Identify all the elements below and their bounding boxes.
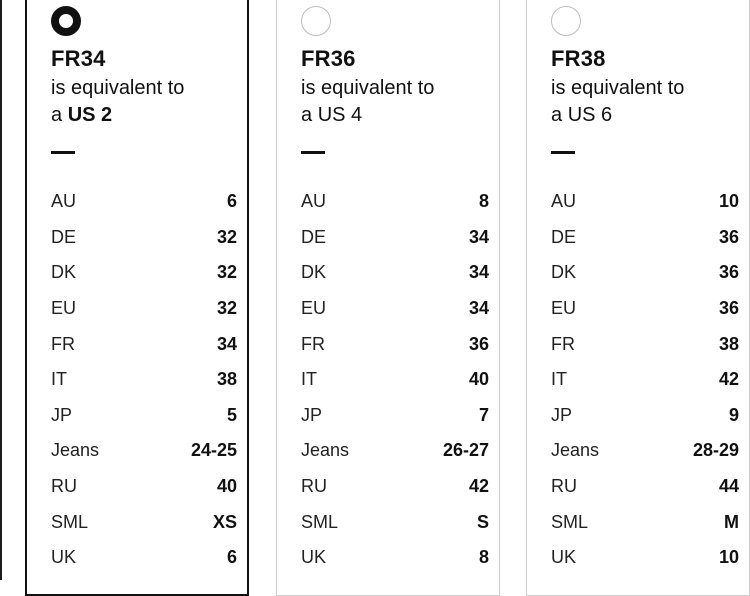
us-prefix: a	[301, 104, 313, 126]
region-label: DE	[51, 226, 77, 247]
dash-divider	[51, 151, 75, 154]
conversion-row	[51, 504, 237, 540]
region-label: IT	[551, 369, 567, 390]
us-equivalent	[51, 104, 112, 127]
conversion-row	[551, 362, 739, 398]
region-value: 9	[728, 404, 739, 425]
region-label: AU	[551, 191, 577, 212]
region-value: 44	[718, 476, 739, 497]
size-title: FR34	[51, 46, 106, 71]
region-label: SML	[51, 511, 89, 532]
us-size: US 2	[67, 104, 113, 126]
region-label: IT	[301, 369, 317, 390]
previous-card-edge	[0, 0, 2, 580]
region-label: FR	[551, 333, 575, 354]
region-label: RU	[551, 476, 577, 497]
region-value: 38	[718, 333, 739, 354]
us-size: US 4	[317, 104, 363, 126]
region-value: 6	[226, 547, 237, 568]
region-value: 26-27	[442, 440, 489, 461]
region-value: S	[476, 511, 489, 532]
region-value: 34	[216, 333, 237, 354]
conversion-row	[51, 433, 237, 469]
conversion-row	[551, 255, 739, 291]
region-value: 34	[468, 262, 489, 283]
region-value: 40	[216, 476, 237, 497]
conversion-row	[301, 540, 489, 576]
conversion-row	[51, 362, 237, 398]
equivalent-text: is equivalent to	[51, 77, 185, 99]
conversion-row	[551, 433, 739, 469]
radio-checked-icon[interactable]	[51, 6, 81, 36]
region-label: FR	[51, 333, 75, 354]
region-label: JP	[551, 404, 573, 425]
region-label: DE	[551, 226, 577, 247]
conversion-row	[51, 398, 237, 434]
conversion-row	[301, 291, 489, 327]
conversion-row	[51, 220, 237, 256]
conversion-row	[51, 255, 237, 291]
conversion-row	[301, 433, 489, 469]
region-value: 6	[226, 191, 237, 212]
size-title: FR36	[301, 46, 356, 71]
region-value: 5	[226, 404, 237, 425]
region-label: DK	[551, 262, 577, 283]
region-label: DK	[51, 262, 77, 283]
conversion-row	[551, 326, 739, 362]
region-value: 32	[216, 298, 237, 319]
region-value: 36	[718, 298, 739, 319]
conversion-row	[301, 255, 489, 291]
region-value: 24-25	[190, 440, 237, 461]
region-label: DK	[301, 262, 327, 283]
size-card-fr34[interactable]	[25, 0, 249, 596]
region-value: 34	[468, 226, 489, 247]
region-value: 28-29	[692, 440, 739, 461]
equivalent-text: is equivalent to	[301, 77, 435, 99]
us-size: US 6	[567, 104, 613, 126]
conversion-row	[551, 469, 739, 505]
region-value: 32	[216, 262, 237, 283]
region-value: 42	[468, 476, 489, 497]
conversion-list	[551, 184, 739, 576]
conversion-row	[551, 540, 739, 576]
region-label: JP	[301, 404, 323, 425]
conversion-row	[551, 398, 739, 434]
region-label: RU	[301, 476, 327, 497]
region-value: 40	[468, 369, 489, 390]
region-value: 42	[718, 369, 739, 390]
region-label: EU	[551, 298, 577, 319]
conversion-row	[51, 540, 237, 576]
conversion-list	[301, 184, 489, 576]
region-label: AU	[51, 191, 77, 212]
conversion-row	[551, 184, 739, 220]
region-label: IT	[51, 369, 67, 390]
radio-unchecked-icon[interactable]	[551, 6, 581, 36]
region-label: SML	[301, 511, 339, 532]
conversion-row	[301, 469, 489, 505]
region-label: JP	[51, 404, 73, 425]
region-label: Jeans	[301, 440, 350, 461]
region-label: AU	[301, 191, 327, 212]
conversion-row	[301, 184, 489, 220]
region-value: M	[724, 511, 739, 532]
conversion-row	[301, 362, 489, 398]
region-label: UK	[51, 547, 77, 568]
region-label: SML	[551, 511, 589, 532]
region-value: XS	[212, 511, 237, 532]
region-value: 8	[478, 191, 489, 212]
region-value: 36	[468, 333, 489, 354]
equivalent-text: is equivalent to	[551, 77, 685, 99]
dash-divider	[551, 151, 575, 154]
conversion-row	[51, 326, 237, 362]
region-label: EU	[301, 298, 327, 319]
region-label: Jeans	[551, 440, 600, 461]
region-value: 32	[216, 226, 237, 247]
conversion-row	[551, 504, 739, 540]
us-prefix: a	[51, 104, 63, 126]
region-label: RU	[51, 476, 77, 497]
region-value: 36	[718, 226, 739, 247]
region-label: Jeans	[51, 440, 100, 461]
conversion-row	[51, 184, 237, 220]
conversion-row	[551, 291, 739, 327]
region-value: 8	[478, 547, 489, 568]
region-label: DE	[301, 226, 327, 247]
size-card-fr36[interactable]	[276, 0, 500, 596]
region-value: 10	[718, 547, 739, 568]
conversion-row	[51, 291, 237, 327]
us-prefix: a	[551, 104, 563, 126]
dash-divider	[301, 151, 325, 154]
conversion-row	[51, 469, 237, 505]
size-card-fr38[interactable]	[526, 0, 750, 596]
conversion-row	[301, 398, 489, 434]
region-label: UK	[551, 547, 577, 568]
conversion-row	[551, 220, 739, 256]
region-value: 38	[216, 369, 237, 390]
conversion-row	[301, 504, 489, 540]
region-value: 7	[478, 404, 489, 425]
region-label: EU	[51, 298, 77, 319]
region-value: 10	[718, 191, 739, 212]
radio-unchecked-icon[interactable]	[301, 6, 331, 36]
conversion-row	[301, 220, 489, 256]
conversion-row	[301, 326, 489, 362]
region-value: 34	[468, 298, 489, 319]
conversion-list	[51, 184, 237, 576]
size-title: FR38	[551, 46, 606, 71]
us-equivalent	[551, 104, 612, 127]
us-equivalent	[301, 104, 362, 127]
region-value: 36	[718, 262, 739, 283]
region-label: FR	[301, 333, 325, 354]
region-label: UK	[301, 547, 327, 568]
